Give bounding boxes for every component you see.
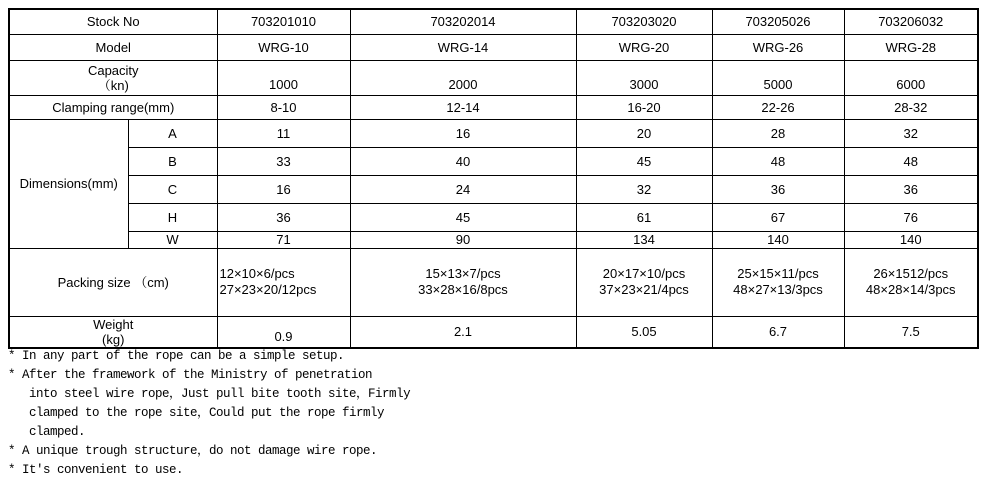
capacity-value: 2000 xyxy=(350,60,576,95)
dimension-value: 32 xyxy=(844,119,978,147)
dimension-value: 36 xyxy=(712,175,844,203)
clamping-value: 16-20 xyxy=(576,95,712,119)
clamping-value: 8-10 xyxy=(217,95,350,119)
model-row xyxy=(9,34,978,60)
weight-label-line1: Weight xyxy=(93,316,134,332)
weight-label xyxy=(9,316,217,348)
weight-value: 5.05 xyxy=(576,316,712,348)
stock-value: 703201010 xyxy=(217,9,350,34)
stock-row xyxy=(9,9,978,34)
footnotes-section xyxy=(8,347,410,480)
packing-value-line2: 48×27×13/3pcs xyxy=(733,282,823,297)
dimension-value: 36 xyxy=(844,175,978,203)
model-value: WRG-26 xyxy=(712,34,844,60)
dimension-value: 32 xyxy=(576,175,712,203)
dimension-value: 20 xyxy=(576,119,712,147)
weight-label-line2: (kg) xyxy=(102,331,125,347)
packing-value-line1: 25×15×11/pcs xyxy=(737,266,819,281)
footnote-line: clamped to the rope site，Could put the rope firmly xyxy=(8,406,385,420)
packing-value xyxy=(576,248,712,316)
dimension-value: 45 xyxy=(576,147,712,175)
dimension-row-b xyxy=(9,147,978,175)
footnote-line: * In any part of the rope can be a simple setup. xyxy=(8,349,345,363)
dimension-value: 76 xyxy=(844,203,978,231)
clamping-value: 28-32 xyxy=(844,95,978,119)
dimension-value: 61 xyxy=(576,203,712,231)
dimensions-label: Dimensions(mm) xyxy=(9,119,128,248)
capacity-label xyxy=(9,60,217,95)
model-value: WRG-10 xyxy=(217,34,350,60)
capacity-row xyxy=(9,60,978,95)
footnote-line: clamped. xyxy=(8,425,86,439)
dimension-value: 71 xyxy=(217,231,350,248)
clamping-label: Clamping range(mm) xyxy=(9,95,217,119)
packing-value-line1: 15×13×7/pcs xyxy=(425,266,501,281)
weight-value: 7.5 xyxy=(844,316,978,348)
dimension-row-h xyxy=(9,203,978,231)
model-value: WRG-20 xyxy=(576,34,712,60)
model-label: Model xyxy=(9,34,217,60)
packing-value-line2: 48×28×14/3pcs xyxy=(865,282,956,297)
stock-label: Stock No xyxy=(9,9,217,34)
dimension-sub-label: H xyxy=(128,203,217,231)
capacity-value: 1000 xyxy=(217,60,350,95)
clamping-value: 12-14 xyxy=(350,95,576,119)
dimension-sub-label: A xyxy=(128,119,217,147)
packing-value xyxy=(350,248,576,316)
capacity-value: 6000 xyxy=(844,60,978,95)
weight-value: 2.1 xyxy=(350,316,576,348)
footnote-line: into steel wire rope，Just pull bite tooth site，Firmly xyxy=(8,387,411,401)
stock-value: 703205026 xyxy=(712,9,844,34)
packing-value xyxy=(712,248,844,316)
packing-value-line1: 20×17×10/pcs xyxy=(602,266,686,281)
dimension-row-w xyxy=(9,231,978,248)
packing-label: Packing size （cm) xyxy=(9,248,217,316)
dimension-sub-label: B xyxy=(128,147,217,175)
dimension-value: 67 xyxy=(712,203,844,231)
dimension-value: 16 xyxy=(217,175,350,203)
dimension-value: 45 xyxy=(350,203,576,231)
capacity-label-line2: （kn) xyxy=(97,77,129,93)
clamping-value: 22-26 xyxy=(712,95,844,119)
weight-value: 0.9 xyxy=(217,316,350,348)
footnote-line: * A unique trough structure，do not damage wire rope. xyxy=(8,444,378,458)
dimension-value: 140 xyxy=(844,231,978,248)
packing-row xyxy=(9,248,978,316)
capacity-value: 5000 xyxy=(712,60,844,95)
stock-value: 703206032 xyxy=(844,9,978,34)
dimension-sub-label: W xyxy=(128,231,217,248)
weight-value: 6.7 xyxy=(712,316,844,348)
dimension-value: 140 xyxy=(712,231,844,248)
dimension-value: 134 xyxy=(576,231,712,248)
footnote-line: * After the framework of the Ministry of penetration xyxy=(8,368,373,382)
dimension-value: 36 xyxy=(217,203,350,231)
dimension-value: 40 xyxy=(350,147,576,175)
dimension-sub-label: C xyxy=(128,175,217,203)
dimension-value: 33 xyxy=(217,147,350,175)
dimension-row-c xyxy=(9,175,978,203)
capacity-value: 3000 xyxy=(576,60,712,95)
model-value: WRG-14 xyxy=(350,34,576,60)
stock-value: 703202014 xyxy=(350,9,576,34)
packing-value-line2: 27×23×20/12pcs xyxy=(219,282,317,297)
dimension-value: 16 xyxy=(350,119,576,147)
packing-value xyxy=(844,248,978,316)
packing-value-line2: 33×28×16/8pcs xyxy=(418,282,508,297)
dimension-value: 48 xyxy=(844,147,978,175)
model-value: WRG-28 xyxy=(844,34,978,60)
capacity-label-line1: Capacity xyxy=(87,62,139,78)
packing-value-line1: 26×1512/pcs xyxy=(873,266,949,281)
packing-value-line1: 12×10×6/pcs xyxy=(219,266,295,281)
packing-value xyxy=(217,248,350,316)
dimension-value: 24 xyxy=(350,175,576,203)
clamping-row xyxy=(9,95,978,119)
weight-row xyxy=(9,316,978,348)
dimension-value: 11 xyxy=(217,119,350,147)
product-spec-table xyxy=(8,8,979,349)
dimension-row-a xyxy=(9,119,978,147)
packing-value-line2: 37×23×21/4pcs xyxy=(599,282,689,297)
stock-value: 703203020 xyxy=(576,9,712,34)
dimension-value: 48 xyxy=(712,147,844,175)
dimension-value: 90 xyxy=(350,231,576,248)
dimension-value: 28 xyxy=(712,119,844,147)
footnote-line: * It's convenient to use. xyxy=(8,463,184,477)
